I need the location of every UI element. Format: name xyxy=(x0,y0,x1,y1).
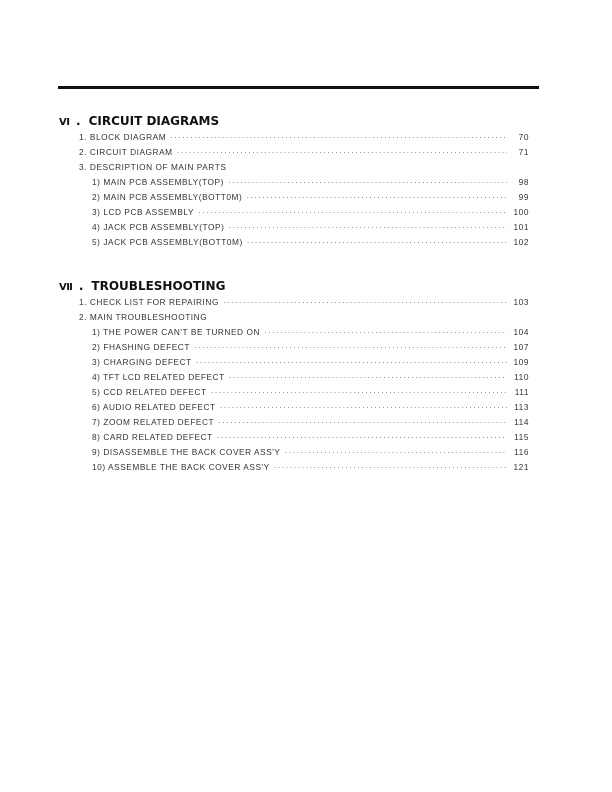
toc-entry-page-number: 116 xyxy=(514,447,529,457)
dot-leader xyxy=(196,357,507,367)
toc-entry-label: 4) TFT LCD RELATED DEFECT xyxy=(92,372,225,382)
toc-entry-label: 2. MAIN TROUBLESHOOTING xyxy=(79,312,208,322)
toc-entry[interactable] xyxy=(59,327,529,342)
dot-leader xyxy=(198,207,507,217)
top-rule xyxy=(58,86,539,89)
toc-entry[interactable] xyxy=(59,312,529,327)
section-numeral-dot: . xyxy=(76,114,81,128)
dot-leader xyxy=(228,222,507,232)
toc-entry-label: 3. DESCRIPTION OF MAIN PARTS xyxy=(79,162,227,172)
toc-entry[interactable] xyxy=(59,462,529,477)
toc-entry-page-number: 100 xyxy=(513,207,529,217)
toc-entry-label: 9) DISASSEMBLE THE BACK COVER ASS'Y xyxy=(92,447,281,457)
toc-entry-page-number: 115 xyxy=(514,432,529,442)
toc-entry-page-number: 113 xyxy=(514,402,529,412)
toc-entry-label: 1) THE POWER CAN'T BE TURNED ON xyxy=(92,327,260,337)
toc-entry-label: 1. CHECK LIST FOR REPAIRING xyxy=(79,297,219,307)
toc-entry-page-number: 107 xyxy=(513,342,529,352)
toc-entry[interactable] xyxy=(59,147,529,162)
section-title-text: CIRCUIT DIAGRAMS xyxy=(88,114,220,128)
toc-entry[interactable] xyxy=(59,297,529,312)
toc-entry-label: 1. BLOCK DIAGRAM xyxy=(79,132,167,142)
toc-entry-label: 6) AUDIO RELATED DEFECT xyxy=(92,402,216,412)
toc-entry-page-number: 71 xyxy=(518,147,529,157)
toc-entry[interactable] xyxy=(59,162,529,177)
section-title xyxy=(59,114,529,132)
section-troubleshooting xyxy=(59,279,529,477)
toc-entry-label: 1) MAIN PCB ASSEMBLY(TOP) xyxy=(92,177,224,187)
toc-entry[interactable] xyxy=(59,177,529,192)
dot-leader xyxy=(264,327,507,337)
toc-entry-label: 4) JACK PCB ASSEMBLY(TOP) xyxy=(92,222,225,232)
dot-leader xyxy=(247,237,507,247)
toc-entry-page-number: 99 xyxy=(518,192,529,202)
toc-entry[interactable] xyxy=(59,402,529,417)
toc-entry[interactable] xyxy=(59,207,529,222)
section-title-text: TROUBLESHOOTING xyxy=(91,279,226,293)
toc-entries xyxy=(59,132,529,252)
toc-entry[interactable] xyxy=(59,432,529,447)
toc-entry-page-number: 121 xyxy=(513,462,529,472)
toc-entry-label: 2) FHASHING DEFECT xyxy=(92,342,190,352)
toc-entry[interactable] xyxy=(59,372,529,387)
section-numeral: Ⅶ xyxy=(59,282,73,293)
toc-entry-label: 7) ZOOM RELATED DEFECT xyxy=(92,417,215,427)
dot-leader xyxy=(194,342,507,352)
toc-entry[interactable] xyxy=(59,447,529,462)
dot-leader xyxy=(177,147,507,157)
toc-entry-label: 3) CHARGING DEFECT xyxy=(92,357,192,367)
toc-entry-label: 8) CARD RELATED DEFECT xyxy=(92,432,213,442)
dot-leader xyxy=(218,417,507,427)
section-circuit-diagrams xyxy=(59,114,529,252)
toc-entry-label: 2) MAIN PCB ASSEMBLY(BOTT0M) xyxy=(92,192,243,202)
toc-entry-label: 2. CIRCUIT DIAGRAM xyxy=(79,147,173,157)
toc-entry[interactable] xyxy=(59,417,529,432)
toc-entry[interactable] xyxy=(59,132,529,147)
toc-entry-page-number: 104 xyxy=(513,327,529,337)
toc-entry-page-number: 110 xyxy=(514,372,529,382)
toc-entry-page-number: 102 xyxy=(513,237,529,247)
toc-entry-page-number: 98 xyxy=(518,177,529,187)
dot-leader xyxy=(229,372,507,382)
dot-leader xyxy=(285,447,507,457)
dot-leader xyxy=(211,387,507,397)
toc-entry[interactable] xyxy=(59,237,529,252)
toc-entry[interactable] xyxy=(59,192,529,207)
dot-leader xyxy=(228,177,507,187)
toc-entry-page-number: 114 xyxy=(514,417,529,427)
toc-entry[interactable] xyxy=(59,387,529,402)
toc-entry[interactable] xyxy=(59,357,529,372)
toc-entry-label: 5) CCD RELATED DEFECT xyxy=(92,387,207,397)
section-numeral: Ⅵ xyxy=(59,117,70,128)
toc-entry-label: 3) LCD PCB ASSEMBLY xyxy=(92,207,195,217)
toc-entry-page-number: 101 xyxy=(513,222,529,232)
toc-entry[interactable] xyxy=(59,342,529,357)
dot-leader xyxy=(220,402,507,412)
toc-entry-page-number: 109 xyxy=(513,357,529,367)
toc-entry[interactable] xyxy=(59,222,529,237)
dot-leader xyxy=(217,432,507,442)
toc-entry-label: 5) JACK PCB ASSEMBLY(BOTT0M) xyxy=(92,237,243,247)
toc-entry-page-number: 111 xyxy=(514,387,529,397)
section-numeral-dot: . xyxy=(78,279,84,293)
dot-leader xyxy=(246,192,507,202)
dot-leader xyxy=(274,462,507,472)
toc-entry-page-number: 103 xyxy=(513,297,529,307)
section-title xyxy=(59,279,529,297)
dot-leader xyxy=(223,297,507,307)
toc-entries xyxy=(59,297,529,477)
toc-entry-page-number: 70 xyxy=(518,132,529,142)
toc-entry-label: 10) ASSEMBLE THE BACK COVER ASS'Y xyxy=(92,462,270,472)
dot-leader xyxy=(170,132,507,142)
